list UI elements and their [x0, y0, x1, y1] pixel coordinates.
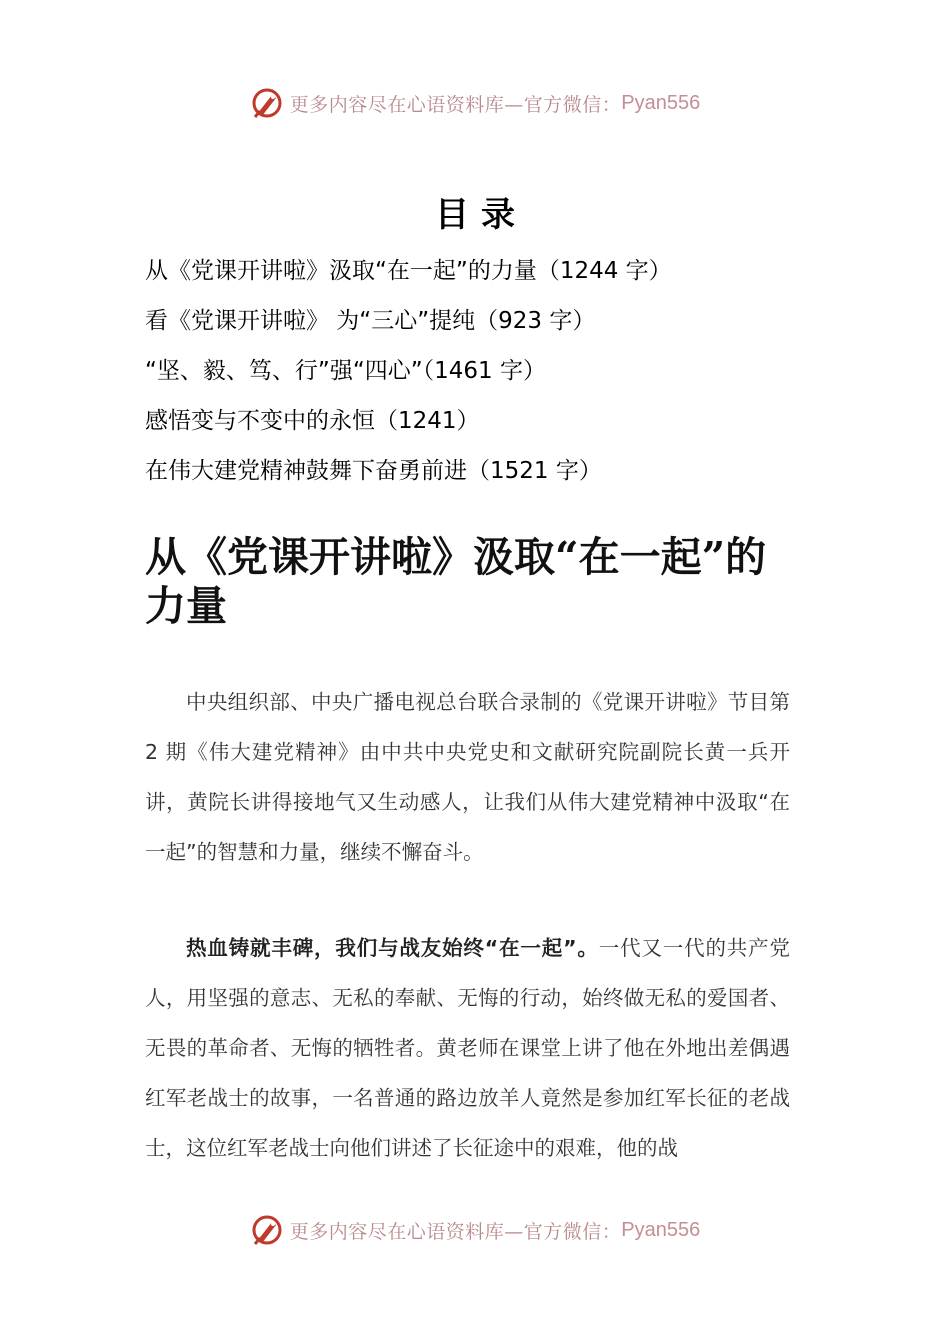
- header-banner: [0, 83, 950, 123]
- banner-contact: Pyan556: [621, 1218, 701, 1241]
- toc-item[interactable]: 在伟大建党精神鼓舞下奋勇前进（1521 字）: [145, 458, 602, 484]
- table-of-contents: [145, 246, 825, 496]
- article-paragraph: [145, 677, 790, 877]
- article-paragraph: [145, 923, 790, 1173]
- toc-title: 目录: [435, 195, 527, 235]
- banner-text: 更多内容尽在心语资料库—官方微信：: [289, 93, 622, 116]
- toc-item[interactable]: 感悟变与不变中的永恒（1241）: [145, 408, 480, 434]
- banner-contact: Pyan556: [621, 91, 701, 114]
- paragraph-lead: 热血铸就丰碑，我们与战友始终“在一起”。: [186, 936, 599, 960]
- pen-nib-logo-icon: [250, 86, 284, 120]
- banner-text: 更多内容尽在心语资料库—官方微信：: [289, 1220, 622, 1243]
- toc-item[interactable]: 从《党课开讲啦》汲取“在一起”的力量（1244 字）: [145, 258, 672, 284]
- toc-item[interactable]: “坚、毅、笃、行”强“四心”（1461 字）: [145, 358, 547, 384]
- pen-nib-logo-icon: [250, 1213, 284, 1247]
- footer-banner: [0, 1210, 950, 1250]
- paragraph-text: 一代又一代的共产党人，用坚强的意志、无私的奉献、无悔的行动，始终做无私的爱国者、无畏的革命者、无悔的牺牲者。黄老师在课堂上讲了他在外地出差偶遇红军老战士的故事，一名普通的路边放羊人竟然是参加红军长征的老战士，这位红军老战士向他们讲述了长征途中的艰难，他的战: [145, 936, 790, 1160]
- toc-item[interactable]: 看《党课开讲啦》 为“三心”提纯（923 字）: [145, 308, 596, 334]
- article-title: 从《党课开讲啦》汲取“在一起”的力量: [145, 533, 767, 630]
- paragraph-text: 中央组织部、中央广播电视总台联合录制的《党课开讲啦》节目第 2 期《伟大建党精神》由中共中央党史和文献研究院副院长黄一兵开讲，黄院长讲得接地气又生动感人，让我们从伟大建党精神中汲取“在一起”的智慧和力量，继续不懈奋斗。: [145, 690, 790, 864]
